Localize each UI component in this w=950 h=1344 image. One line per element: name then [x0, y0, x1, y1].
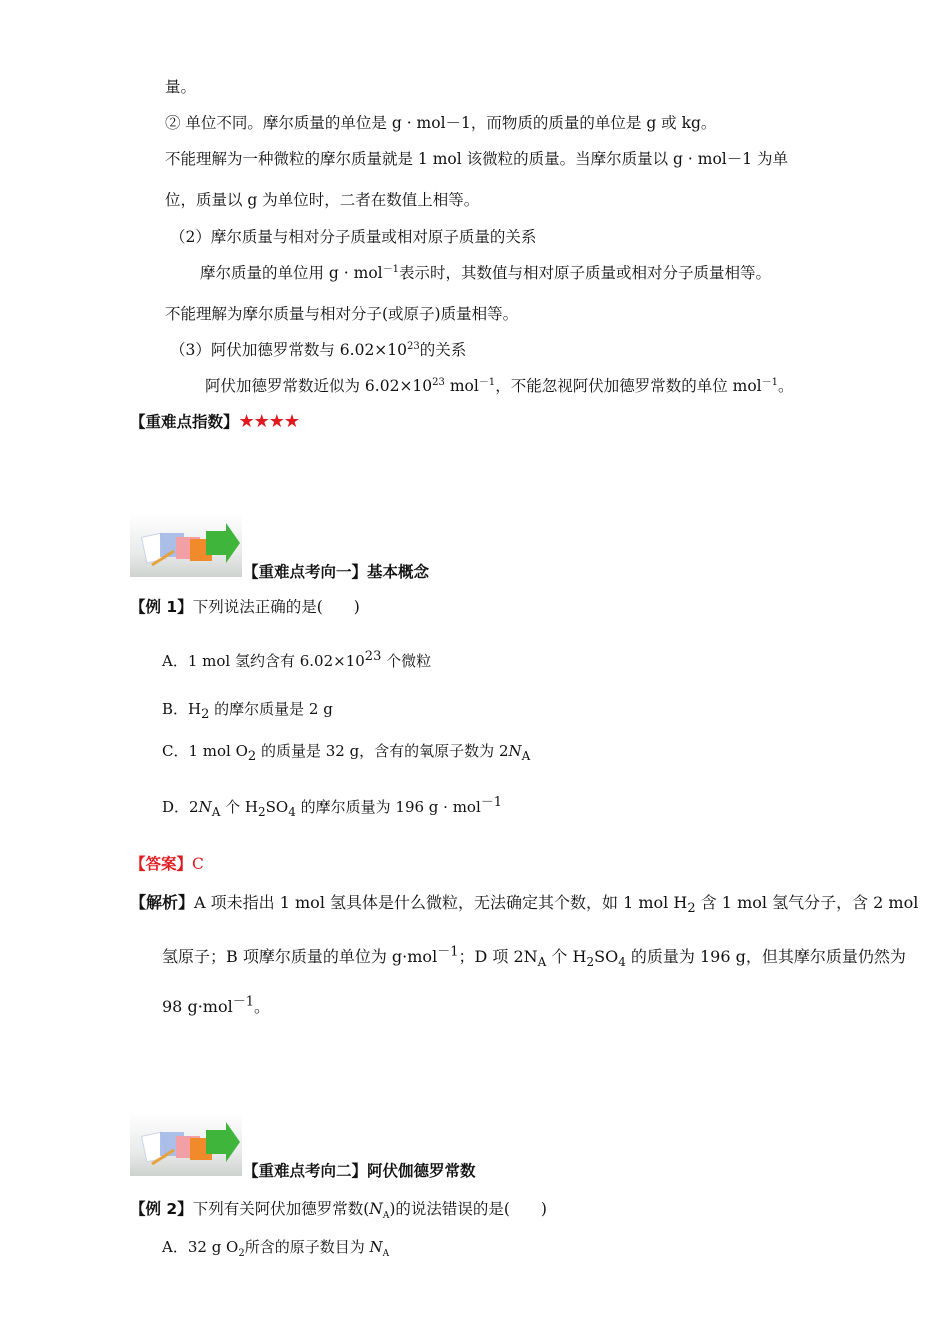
section-title: 【重难点考向一】基本概念 — [243, 563, 430, 581]
analysis-line: 氢原子；B 项摩尔质量的单位为 g·mol$^{-1}$；D 项 $2N_A$ 个 $H_2SO_4$ 的质量为 196 g，但其摩尔质量仍然为 — [162, 944, 906, 970]
subheading: （3）阿伏加德罗常数与 $6.02\times 10^{23}$的关系 — [170, 340, 467, 359]
arrow-books-icon — [130, 1112, 242, 1176]
option-a: A．1 mol 氢约含有 $6.02\times 10^{23}$ 个微粒 — [162, 649, 432, 670]
subheading: （2）摩尔质量与相对分子质量或相对原子质量的关系 — [170, 228, 537, 246]
question: 【例 1】下列说法正确的是( ) — [130, 598, 360, 616]
text-line: 不能理解为摩尔质量与相对分子(或原子)质量相等。 — [165, 305, 519, 323]
text-line: 不能理解为一种微粒的摩尔质量就是 1 mol 该微粒的质量。当摩尔质量以 g · mol－1 为单 — [165, 150, 789, 168]
text-line: 位，质量以 g 为单位时，二者在数值上相等。 — [165, 191, 480, 209]
question: 【例 2】下列有关阿伏加德罗常数$(N_A)$的说法错误的是( ) — [130, 1200, 547, 1222]
text-line: 摩尔质量的单位用 g · mol$^{-1}$表示时，其数值与相对原子质量或相对分子质量相等。 — [200, 263, 772, 282]
analysis-line: 【解析】A 项未指出 1 mol 氢具体是什么微粒，无法确定其个数，如 1 mol $H_2$ 含 1 mol 氢气分子，含 2 mol — [130, 893, 919, 917]
answer: 【答案】C — [130, 855, 204, 873]
arrow-books-icon — [130, 513, 242, 577]
difficulty-rating — [130, 411, 299, 433]
text-line: 阿伏加德罗常数近似为 $6.02\times 10^{23}$ mol$^{-1}$，不能忽视阿伏加德罗常数的单位 mol$^{-1}$。 — [205, 376, 794, 395]
option-a: A．32 g $O_2$所含的原子数目为 $N_A$ — [162, 1238, 390, 1259]
text-line: ② 单位不同。摩尔质量的单位是 g · mol－1，而物质的质量的单位是 g 或 kg。 — [165, 114, 717, 132]
analysis-line: 98 g·mol$^{-1}$。 — [162, 994, 270, 1016]
option-d: D．$2N_A$ 个 $H_2SO_4$ 的摩尔质量为 196 g · mol$^{-1}$ — [162, 795, 503, 819]
option-c: C．1 mol $O_2$ 的质量是 32 g，含有的氧原子数为 $2N_A$ — [162, 742, 531, 764]
option-b: B．$H_2$ 的摩尔质量是 2 g — [162, 700, 333, 722]
text-line: 量。 — [165, 78, 197, 96]
star-rating: ★★★★ — [238, 411, 300, 432]
difficulty-label: 【重难点指数】 — [130, 413, 239, 431]
section-title: 【重难点考向二】阿伏伽德罗常数 — [243, 1162, 476, 1180]
